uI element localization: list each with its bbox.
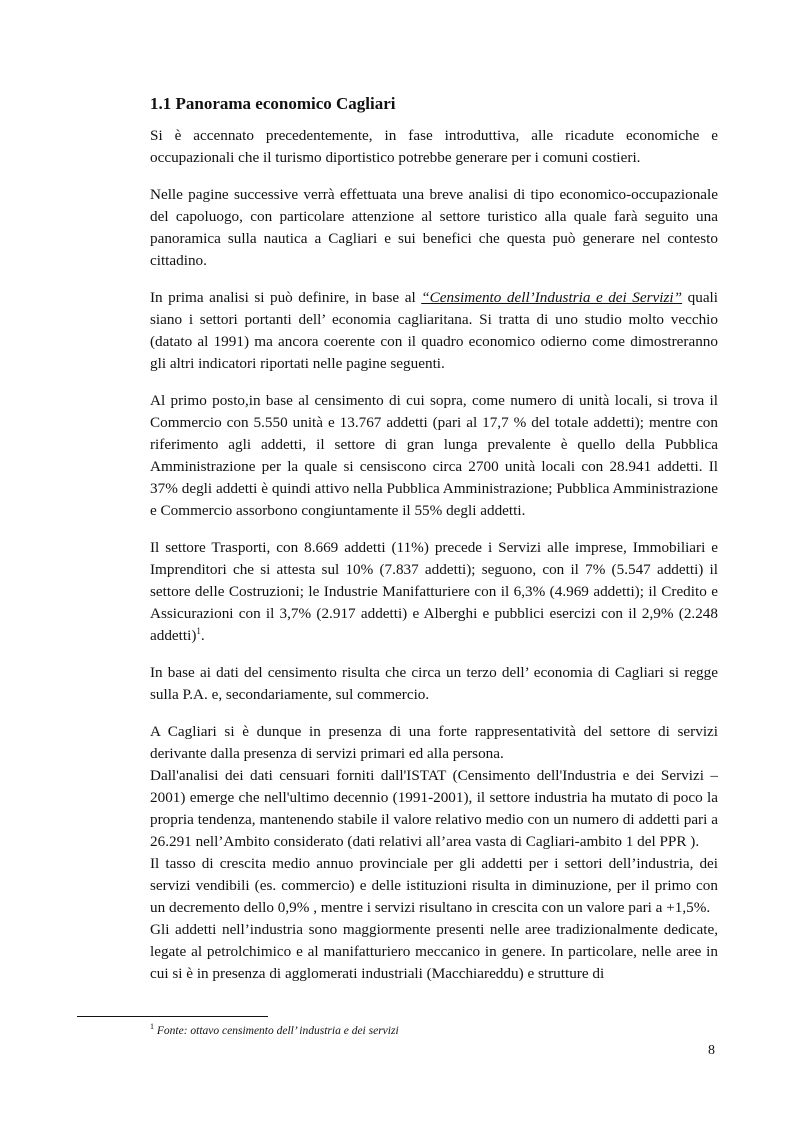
- census-title: “Censimento dell’Industria e dei Servizi”: [421, 289, 683, 306]
- page-number: 8: [708, 1043, 715, 1058]
- paragraph-analysis-plan: Nelle pagine successive verrà effettuata una breve analisi di tipo economico-occupazionale del capoluogo, con particolare attenzione al settore turistico alla quale farà seguito una panoramica sulla nautica a Cagliari e sui benefici che questa può generare nel contesto cittadino.: [150, 186, 718, 269]
- footnote-text: Fonte: ottavo censimento dell’ industria e dei servizi: [154, 1025, 399, 1037]
- footnote: [150, 1022, 399, 1037]
- sectors-end: .: [200, 627, 205, 644]
- footnote-reference[interactable]: 1: [196, 625, 201, 636]
- page-body: [150, 93, 718, 985]
- paragraph-istat: Dall'analisi dei dati censuari forniti dall'ISTAT (Censimento dell'Industria e dei Servizi – 2001) emerge che nell'ultimo decennio (1991-2001), il settore industria ha mutato di poco la propria tendenza, mantenendo stabile il valore relativo medio con un numero di addetti pari a 26.291 nell’Ambito considerato (dati relativi all’area vasta di Cagliari-ambito 1 del PPR ).: [150, 767, 718, 850]
- census-text-after: quali siano i settori portanti dell’ economia cagliaritana. Si tratta di uno studio molto vecchio (datato al 1991) ma ancora coerente con il quadro economico odierno come dimostreranno gli altri indicatori riportati nelle pagine seguenti.: [150, 289, 718, 372]
- paragraph-industry: Gli addetti nell’industria sono maggiormente presenti nelle aree tradizionalmente dedicate, legate al petrolchimico e al manifatturiero meccanico in genere. In particolare, nelle aree in cui si è in presenza di agglomerati industriali (Macchiareddu) e strutture di: [150, 921, 718, 982]
- paragraph-growth-rate: Il tasso di crescita medio annuo provinciale per gli addetti per i settori dell’industria, dei servizi vendibili (es. commercio) e delle istituzioni risulta in diminuzione, per il primo con un decremento dello 0,9% , mentre i servizi risultano in crescita con un valore pari a +1,5%.: [150, 855, 718, 916]
- section-heading: 1.1 Panorama economico Cagliari: [150, 94, 396, 113]
- paragraph-pa-commerce: In base ai dati del censimento risulta che circa un terzo dell’ economia di Cagliari si regge sulla P.A. e, secondariamente, sul commercio.: [150, 664, 718, 703]
- footnote-marker: 1: [150, 1022, 154, 1032]
- footnote-divider: [77, 1016, 268, 1017]
- paragraph-commerce: Al primo posto,in base al censimento di cui sopra, come numero di unità locali, si trova il Commercio con 5.550 unità e 13.767 addetti (pari al 17,7 % del totale addetti); mentre con riferimento agli addetti, il settore di gran lunga prevalente è quello della Pubblica Amministrazione per la quale si censiscono circa 2700 unità locali con 28.941 addetti. Il 37% degli addetti è quindi attivo nella Pubblica Amministrazione; Pubblica Amministrazione e Commercio assorbono congiuntamente il 55% degli addetti.: [150, 392, 718, 519]
- census-text-before: In prima analisi si può definire, in base al: [150, 289, 422, 306]
- sectors-text: Il settore Trasporti, con 8.669 addetti (11%) precede i Servizi alle imprese, Immobiliari e Imprenditori che si attesta sul 10% (7.837 addetti); seguono, con il 7% (5.547 addetti) il settore delle Costruzioni; le Industrie Manifatturiere con il 6,3% (4.969 addetti); il Credito e Assicurazioni con il 3,7% (2.917 addetti) e Alberghi e pubblici esercizi con il 2,9% (2.248 addetti): [150, 539, 718, 644]
- paragraph-services: A Cagliari si è dunque in presenza di una forte rappresentatività del settore di servizi derivante dalla presenza di servizi primari ed alla persona.: [150, 723, 718, 762]
- paragraph-sectors: [150, 537, 718, 647]
- paragraph-census: [150, 287, 718, 375]
- paragraph-intro: Si è accennato precedentemente, in fase introduttiva, alle ricadute economiche e occupazionali che il turismo diportistico potrebbe generare per i comuni costieri.: [150, 127, 718, 166]
